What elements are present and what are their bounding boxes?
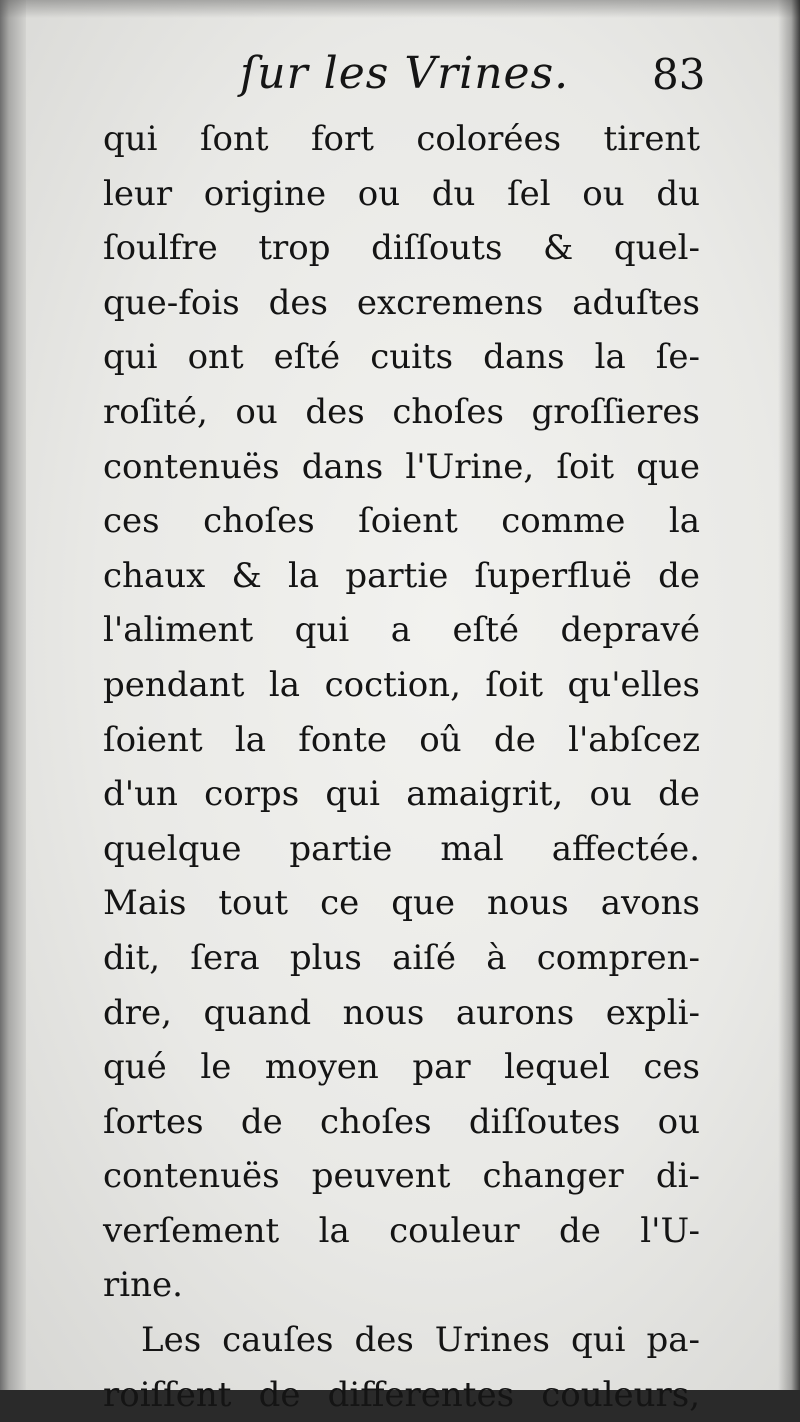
text-line: ces choſes ſoient comme la: [103, 501, 700, 542]
body-text: [103, 112, 700, 1422]
text-line: pendant la coction, ſoit qu'elles: [103, 664, 700, 705]
text-line: Mais tout ce que nous avons: [103, 883, 700, 924]
text-line: qui ſont fort colorées tirent: [103, 119, 700, 159]
text-line: ſoient la fonte oû de l'abſcez: [103, 719, 700, 760]
text-line: ſoulfre trop diſſouts & quel-: [103, 228, 700, 269]
text-line: Les cauſes des Urines qui pa-: [141, 1320, 700, 1361]
text-line: quelque partie mal affectée.: [103, 828, 700, 869]
running-title: ſur les Vrines.: [240, 48, 570, 99]
text-line: dit, ſera plus aiſé à compren-: [103, 937, 700, 978]
text-line: verſement la couleur de l'U-: [103, 1210, 700, 1251]
text-line: dre, quand nous aurons expli-: [103, 992, 700, 1033]
text-line: roiſſent de differentes couleurs,: [103, 1374, 700, 1415]
text-line: ſortes de choſes diſſoutes ou: [103, 1101, 700, 1142]
right-edge-shadow: [778, 0, 800, 1390]
text-line: l'aliment qui a eſté depravé: [103, 610, 700, 651]
binding-shadow: [0, 0, 26, 1390]
text-line: que-fois des excremens aduſtes: [103, 282, 700, 323]
text-line: contenuës dans l'Urine, ſoit que: [103, 446, 700, 487]
text-line: leur origine ou du ſel ou du: [103, 173, 700, 214]
text-line: qui ont eſté cuits dans la ſe-: [103, 337, 700, 378]
page-header: [0, 48, 800, 108]
text-line: rine.: [103, 1265, 183, 1306]
text-line: roſité, ou des choſes groſſieres: [103, 391, 700, 432]
top-edge-shadow: [0, 0, 800, 18]
text-line: contenuës peuvent changer di-: [103, 1156, 700, 1197]
text-line: qué le moyen par lequel ces: [103, 1047, 700, 1088]
text-line: chaux & la partie ſuperfluë de: [103, 555, 700, 596]
text-line: d'un corps qui amaigrit, ou de: [103, 774, 700, 815]
page-number: 83: [652, 50, 706, 99]
